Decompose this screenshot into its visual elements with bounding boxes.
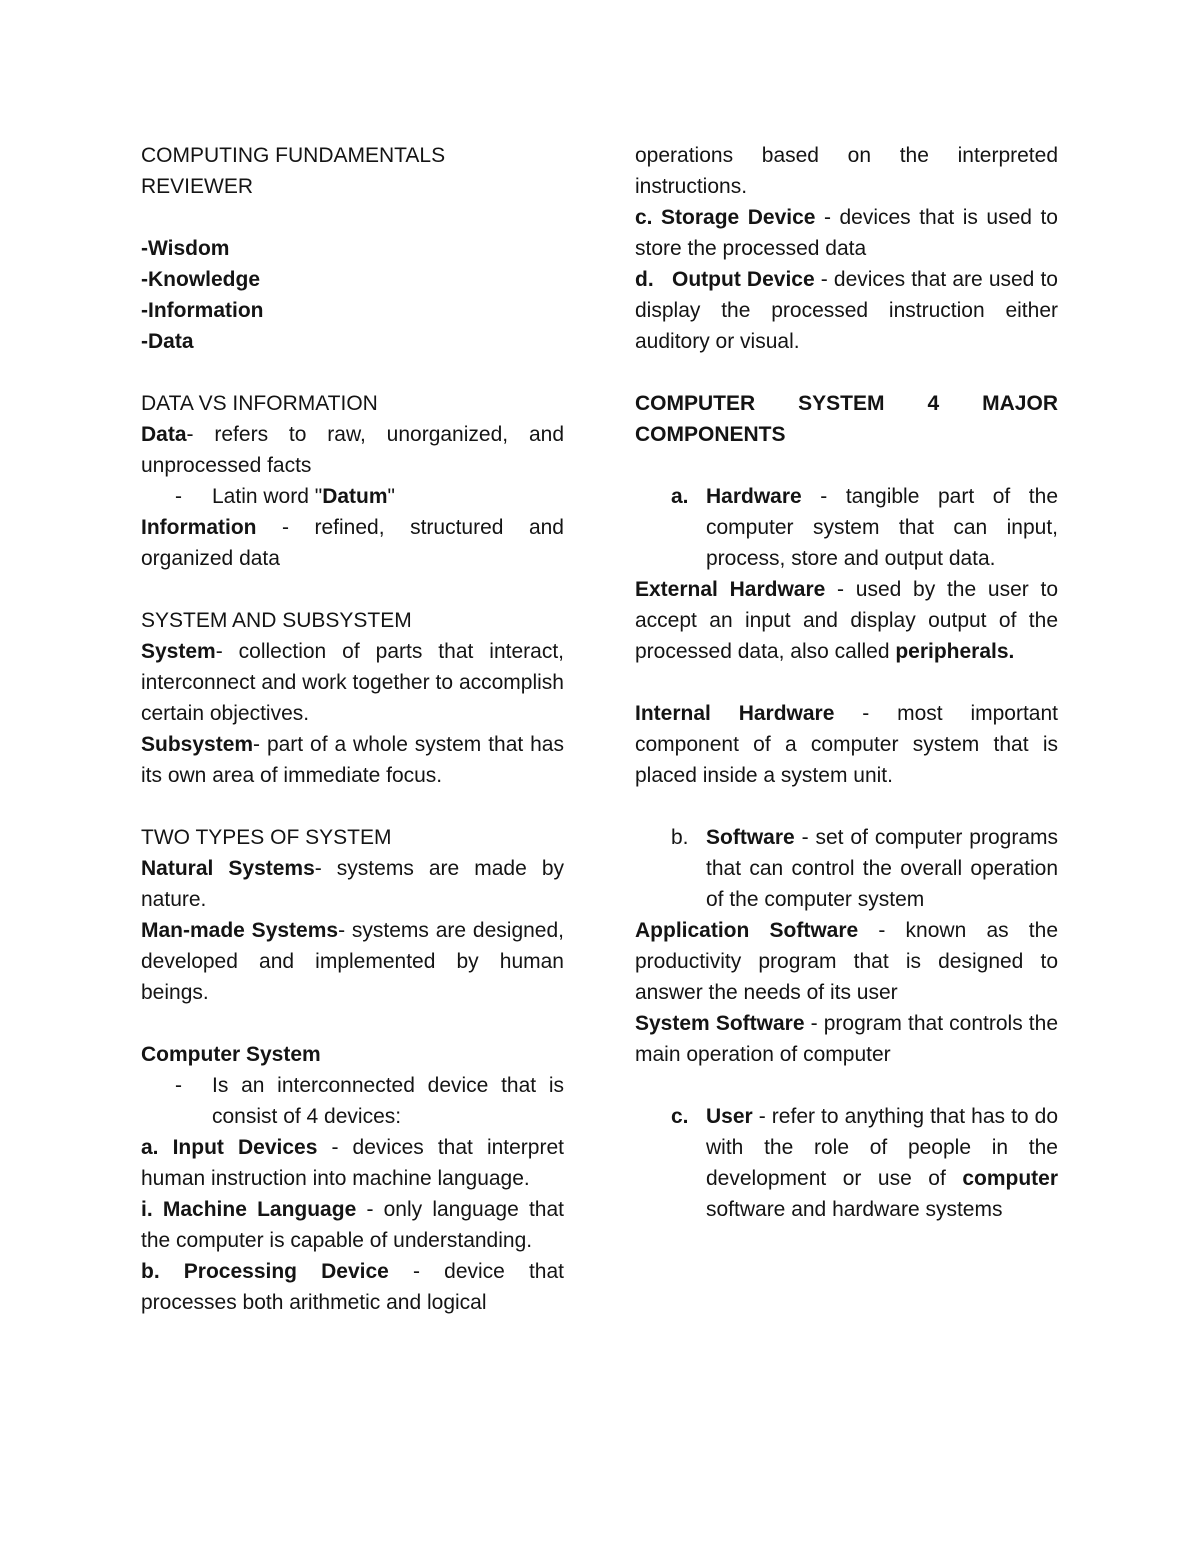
definition-processing-device: b. Processing Device - device that processes both arithmetic and logical [141,1260,565,1314]
section-heading-data-vs-information: DATA VS INFORMATION [141,392,378,415]
definition-machine-language: i. Machine Language - only language that the computer is capable of understanding. [141,1198,564,1252]
definition-system-software: System Software - program that controls the main operation of computer [635,1012,1058,1066]
left-column [141,140,564,1318]
list-marker: b. [671,826,689,849]
component-software: b. Software - set of computer programs that can control the overall operation of the computer system [635,822,1058,915]
processing-device-continuation: operations based on the interpreted instructions. [635,144,1058,198]
definition-storage-device: c. Storage Device - devices that is used to store the processed data [635,206,1058,260]
definition-application-software: Application Software - known as the productivity program that is designed to answer the needs of its user [635,919,1058,1004]
section-heading-major-components: COMPUTER SYSTEM 4 MAJOR COMPONENTS [635,392,1058,446]
dash-marker: - [175,485,182,508]
definition-input-devices: a. Input Devices - devices that interpret human instruction into machine language. [141,1136,564,1190]
section-heading-computer-system: Computer System [141,1043,321,1066]
document-title-line1: COMPUTING FUNDAMENTALS [141,144,446,167]
bullet-interconnected-device: - Is an interconnected device that is consist of 4 devices: [141,1070,564,1132]
hierarchy-item-data: -Data [141,330,194,353]
definition-system: System- collection of parts that interact, interconnect and work together to accomplish certain objectives. [141,640,564,725]
hierarchy-item-information: -Information [141,299,264,322]
component-hardware: a. Hardware - tangible part of the computer system that can input, process, store and output data. [635,481,1058,574]
definition-natural-systems: Natural Systems- systems are made by nature. [141,857,564,911]
dash-marker: - [175,1074,182,1097]
list-marker: a. [671,485,689,508]
component-user: c. User - refer to anything that has to do with the role of people in the development or use of computer software and hardware systems [635,1101,1058,1225]
list-marker: c. [671,1105,689,1128]
definition-subsystem: Subsystem- part of a whole system that has its own area of immediate focus. [141,733,564,787]
section-heading-system-and-subsystem: SYSTEM AND SUBSYSTEM [141,609,412,632]
definition-internal-hardware: Internal Hardware - most important component of a computer system that is placed inside a system unit. [635,702,1058,787]
definition-data: Data- refers to raw, unorganized, and unprocessed facts [141,423,564,477]
bullet-latin-word: - Latin word "Datum" [141,481,564,512]
definition-information: Information - refined, structured and organized data [141,516,564,570]
definition-external-hardware: External Hardware - used by the user to accept an input and display output of the processed data, also called peripherals. [635,578,1059,663]
section-heading-two-types-of-system: TWO TYPES OF SYSTEM [141,826,392,849]
right-column [635,140,1058,1225]
document-title-line2: REVIEWER [141,175,254,198]
definition-man-made-systems: Man-made Systems- systems are designed, developed and implemented by human beings. [141,919,564,1004]
definition-output-device: d. Output Device - devices that are used to display the processed instruction either auditory or visual. [635,268,1058,353]
hierarchy-item-knowledge: -Knowledge [141,268,260,291]
hierarchy-item-wisdom: -Wisdom [141,237,230,260]
